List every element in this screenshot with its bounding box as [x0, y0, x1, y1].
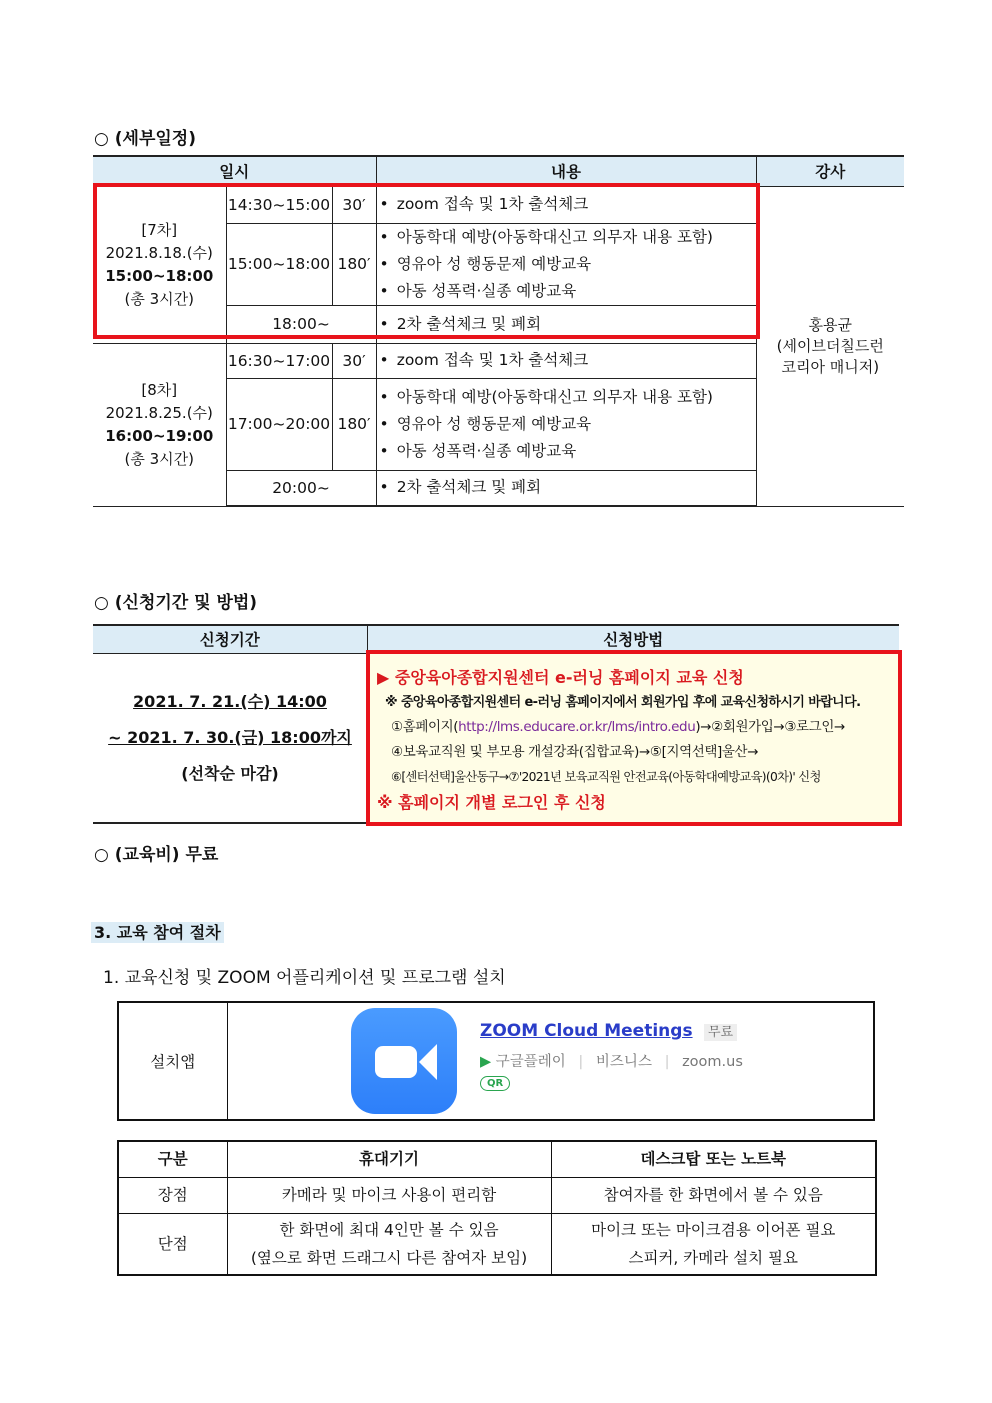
app-meta-row: ▶ 구글플레이 | 비즈니스 | zoom.us [480, 1054, 743, 1070]
instructor-role: 코리아 매니저) [781, 357, 880, 376]
session7-date: 2021.8.18.(수) [105, 243, 213, 262]
session8-total: (총 3시간) [124, 449, 194, 468]
apply-period-end: ~ 2021. 7. 30.(금) 18:00까지 [108, 727, 352, 747]
session7-total: (총 3시간) [124, 289, 194, 308]
session7-row3-time: 18:00~ [226, 305, 376, 343]
session8-row2-content: • 아동학대 예방(아동학대신고 의무자 내용 포함) • 영유아 성 행동문제 예방교육 • 아동 성폭력·실종 예방교육 [376, 378, 756, 470]
session7-row1-duration: 30′ [332, 186, 376, 223]
device-compare-table [117, 1140, 877, 1276]
app-name-link[interactable]: ZOOM Cloud Meetings [480, 1021, 693, 1041]
apply-period-note: (선착순 마감) [181, 763, 279, 783]
compare-header-mobile: 휴대기기 [227, 1141, 551, 1177]
apply-method-note: ※ 중앙육아종합지원센터 e-러닝 홈페이지에서 회원가입 후에 교육신청하시기 바랍니다. [385, 694, 861, 710]
apply-method-title: ▶ 중앙육아종합지원센터 e-러닝 홈페이지 교육 신청 [377, 667, 744, 687]
app-store-name: 구글플레이 [495, 1054, 566, 1070]
session8-time: 16:00~19:00 [105, 426, 214, 445]
apply-step3: ⑥[센터선택]울산동구→⑦'2021년 보육교직원 안전교육(아동학대예방교육)(0차)' 신청 [391, 769, 821, 784]
session8-row1-time: 16:30~17:00 [226, 343, 332, 378]
instructor-cell [756, 186, 904, 506]
apply-title: ○ (신청기간 및 방법) [94, 593, 258, 613]
schedule-header-datetime: 일시 [93, 156, 376, 186]
compare-cons-label: 단점 [118, 1213, 227, 1275]
app-category: 비즈니스 [595, 1054, 652, 1070]
apply-period-cell [93, 653, 367, 823]
homepage-link[interactable]: http://lms.educare.or.kr/lms/intro.edu [458, 718, 696, 735]
google-play-icon: ▶ [480, 1054, 492, 1070]
session7-row2-content: • 아동학대 예방(아동학대신고 의무자 내용 포함) • 영유아 성 행동문제 예방교육 • 아동 성폭력·실종 예방교육 [376, 223, 756, 305]
session7-row2-duration: 180′ [332, 223, 376, 305]
session8-row1-duration: 30′ [332, 343, 376, 378]
session8-date: 2021.8.25.(수) [105, 403, 213, 422]
apply-step2: ④보육교직원 및 부모용 개설강좌(집합교육)→⑤[지역선택]울산→ [391, 743, 759, 760]
section3-step1: 1. 교육신청 및 ZOOM 어플리케이션 및 프로그램 설치 [103, 968, 506, 988]
session8-row1-content: • zoom 접속 및 1차 출석체크 [376, 343, 756, 378]
session8-row2-duration: 180′ [332, 378, 376, 470]
schedule-header-content: 내용 [376, 156, 756, 186]
session8-row2-time: 17:00~20:00 [226, 378, 332, 470]
apply-method-warning: ※ 홈페이지 개별 로그인 후 신청 [377, 792, 606, 812]
session8-cell [93, 343, 226, 506]
instructor-org: (세이브더칠드런 [776, 336, 884, 355]
compare-cons-mobile: 한 화면에 최대 4인만 볼 수 있음 (옆으로 화면 드래그시 다른 참여자 보임) [227, 1213, 551, 1275]
zoom-lens-shape [419, 1044, 437, 1080]
session7-row3-content: • 2차 출석체크 및 폐회 [376, 305, 756, 343]
session7-row1-time: 14:30~15:00 [226, 186, 332, 223]
apply-highlight-box [366, 650, 902, 826]
instructor-name: 홍용균 [808, 315, 853, 334]
session7-label: [7차] [141, 220, 178, 239]
session7-time: 15:00~18:00 [105, 266, 214, 285]
qr-badge[interactable]: QR [480, 1076, 510, 1091]
compare-header-desktop: 데스크탑 또는 노트북 [551, 1141, 876, 1177]
fee-line: ○ (교육비) 무료 [94, 845, 219, 865]
app-price-badge: 무료 [704, 1024, 737, 1041]
compare-pros-mobile: 카메라 및 마이크 사용이 편리함 [227, 1177, 551, 1213]
zoom-app-icon[interactable] [351, 1008, 457, 1114]
session7-highlight-box [93, 183, 760, 339]
schedule-header-instructor: 강사 [756, 156, 904, 186]
session8-row3-time: 20:00~ [226, 470, 376, 506]
compare-pros-desktop: 참여자를 한 화면에서 볼 수 있음 [551, 1177, 876, 1213]
app-title-row [480, 1021, 737, 1041]
session7-row1-content: • zoom 접속 및 1차 출석체크 [376, 186, 756, 223]
schedule-title: ○ (세부일정) [94, 129, 196, 149]
compare-pros-label: 장점 [118, 1177, 227, 1213]
app-label: 설치앱 [118, 1002, 227, 1120]
session7-row2-time: 15:00~18:00 [226, 223, 332, 305]
apply-period-start: 2021. 7. 21.(수) 14:00 [133, 691, 327, 711]
section3-heading: 3. 교육 참여 절차 [91, 920, 224, 943]
apply-step1: ①홈페이지(http://lms.educare.or.kr/lms/intro.edu)→②회원가입→③로그인→ [391, 718, 845, 735]
session8-label: [8차] [141, 380, 178, 399]
app-domain: zoom.us [682, 1054, 743, 1070]
apply-header-method: 신청방법 [367, 625, 899, 653]
compare-header-category: 구분 [118, 1141, 227, 1177]
session8-row3-content: • 2차 출석체크 및 폐회 [376, 470, 756, 506]
apply-header-period: 신청기간 [93, 625, 367, 653]
compare-cons-desktop: 마이크 또는 마이크겸용 이어폰 필요 스피커, 카메라 설치 필요 [551, 1213, 876, 1275]
zoom-camera-shape [375, 1046, 417, 1078]
